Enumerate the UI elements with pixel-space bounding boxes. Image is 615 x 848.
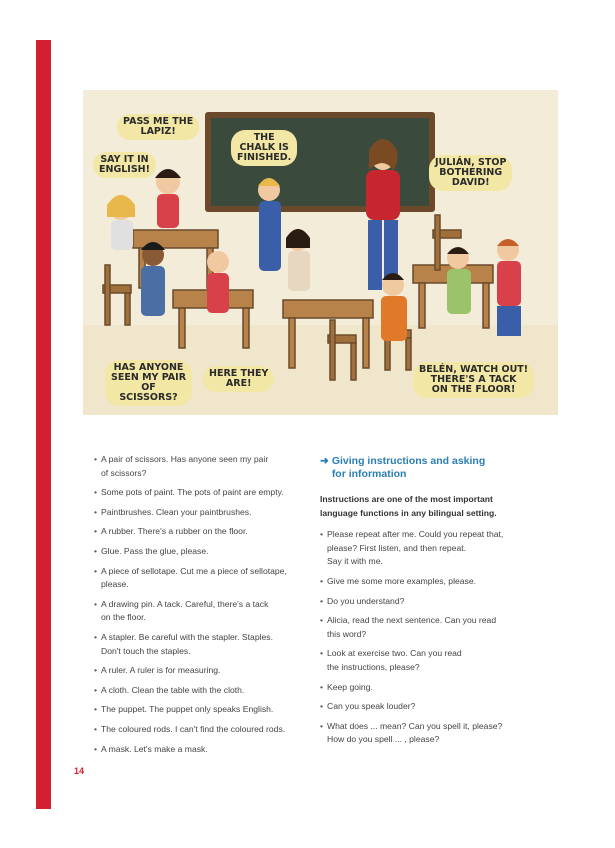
speech-bubble-pass-lapiz: PASS ME THE LAPIZ!	[117, 114, 199, 140]
list-item: • Keep going.	[320, 681, 530, 695]
list-item: • A stapler. Be careful with the stapler. Staples. Don't touch the staples.	[94, 631, 314, 658]
page-number: 14	[74, 766, 85, 776]
instructions-column	[320, 455, 530, 753]
speech-bubble-scissors: HAS ANYONE SEEN MY PAIR OF SCISSORS?	[105, 360, 192, 406]
list-item: • A ruler. A ruler is for measuring.	[94, 664, 314, 678]
speech-bubble-stop-bothering: JULIÁN, STOP BOTHERING DAVID!	[429, 155, 512, 191]
arrow-right-icon: ➜	[320, 455, 329, 467]
speech-bubble-here-they-are: HERE THEY ARE!	[203, 366, 274, 392]
list-item: • A cloth. Clean the table with the cloth.	[94, 684, 314, 698]
speech-bubble-chalk-finished: THE CHALK IS FINISHED.	[231, 130, 297, 166]
speech-bubble-say-in-english: SAY IT IN ENGLISH!	[93, 152, 156, 178]
list-item: • The puppet. The puppet only speaks English.	[94, 703, 314, 717]
list-item: • A piece of sellotape. Cut me a piece of sellotape, please.	[94, 565, 314, 592]
list-item: • Paintbrushes. Clean your paintbrushes.	[94, 506, 314, 520]
list-item: • The coloured rods. I can't find the coloured rods.	[94, 723, 314, 737]
section-heading-text: Giving instructions and asking for information	[331, 455, 486, 480]
section-heading	[320, 455, 530, 481]
list-item: • Glue. Pass the glue, please.	[94, 545, 314, 559]
classroom-illustration	[83, 90, 558, 415]
list-item: • A drawing pin. A tack. Careful, there's a tack on the floor.	[94, 598, 314, 625]
list-item: • A mask. Let's make a mask.	[94, 743, 314, 757]
page-edge-bar	[36, 40, 51, 809]
list-item: • Look at exercise two. Can you read the instructions, please?	[320, 647, 530, 674]
list-item: • Some pots of paint. The pots of paint are empty.	[94, 486, 314, 500]
list-item: • Alicia, read the next sentence. Can you read this word?	[320, 614, 530, 641]
vocabulary-list-column	[94, 453, 314, 762]
list-item: • Do you understand?	[320, 595, 530, 609]
speech-bubble-watch-out: BELÉN, WATCH OUT! THERE'S A TACK ON THE FLOOR!	[413, 362, 534, 398]
list-item: • What does ... mean? Can you spell it, please? How do you spell ... , please?	[320, 720, 530, 747]
list-item: • A pair of scissors. Has anyone seen my pair of scissors?	[94, 453, 314, 480]
section-intro: Instructions are one of the most important language functions in any bilingual setting.	[320, 494, 497, 518]
list-item: • Can you speak louder?	[320, 700, 530, 714]
list-item: • Please repeat after me. Could you repeat that, please? First listen, and then repeat. Say it with me.	[320, 528, 530, 569]
list-item: • Give me some more examples, please.	[320, 575, 530, 589]
list-item: • A rubber. There's a rubber on the floor.	[94, 525, 314, 539]
